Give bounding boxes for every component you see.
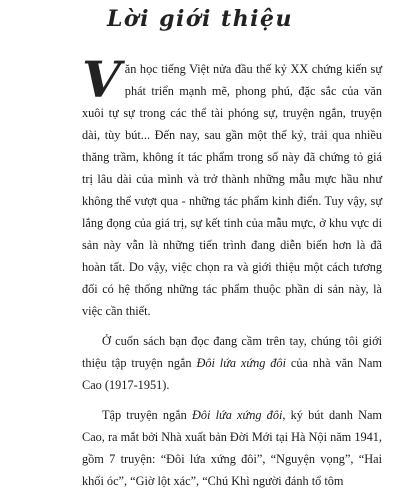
paragraph-3-text-a: Tập truyện ngắn xyxy=(102,408,192,422)
paragraph-2 xyxy=(82,330,382,396)
drop-cap: V xyxy=(82,50,121,109)
paragraph-2-text-a: Ở cuốn sách bạn đọc đang cầm trên tay, chúng tôi giới thiệu tập truyện ngắn xyxy=(82,334,382,370)
paragraph-2-text-b: của nhà văn Nam Cao (1917-1951). xyxy=(82,356,382,392)
paragraph-1 xyxy=(82,50,382,322)
page-title: Lời giới thiệu xyxy=(106,6,294,32)
paragraph-3 xyxy=(82,404,382,492)
book-title: Đôi lứa xứng đôi xyxy=(191,408,283,422)
body-text xyxy=(82,50,382,500)
paragraph-1-text: ăn học tiếng Việt nửa đầu thế kỷ XX chứng kiến sự phát triển mạnh mẽ, phong phú, đặc sắc của văn xuôi tự sự trong các thể tài phóng sự, truyện ngắn, truyện dài, tùy bút... Đến nay, sau gần một thế kỷ, trải qua nhiều thăng trầm, không ít tác phẩm trong số này đã chứng tỏ giá trị lâu dài của mình và trở thành những mẫu mực hầu như không thể vượt qua - những tác phẩm kinh điển. Tuy vậy, sự lắng đọng của giá trị, sự kết tinh của mẫu mực, ở khu vực di sản này vẫn là những tiến trình đang diễn biến hơn là đã hoàn tất. Do vậy, việc chọn ra và giới thiệu một cách tương đối có hệ thống những tác phẩm thuộc phần di sản này, là việc cần thiết. xyxy=(82,62,382,318)
book-title: Đôi lứa xứng đôi xyxy=(196,356,286,370)
paragraph-3-text-b: , ký bút danh Nam Cao, ra mắt bởi Nhà xuất bản Đời Mới tại Hà Nội năm 1941, gồm 7 truyện: “Đôi lứa xứng đôi”, “Nguyện vọng”, “Hai khối óc”, “Giờ lột xác”, “Chú Khì người đánh tổ tôm xyxy=(82,408,382,488)
